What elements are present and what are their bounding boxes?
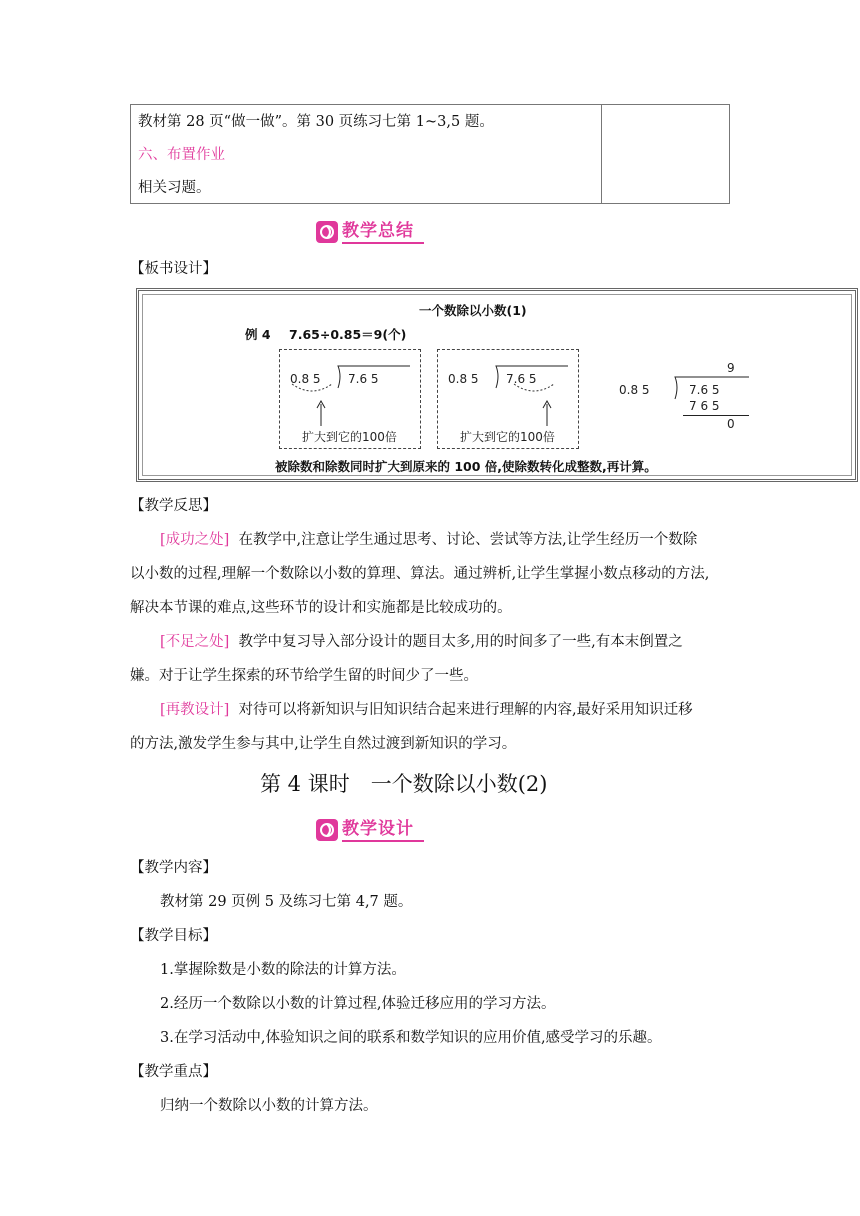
board-footer: 被除数和除数同时扩大到原来的 100 倍,使除数转化成整数,再计算。 <box>275 459 657 474</box>
table-line-homework-heading: 六、布置作业 <box>138 147 225 163</box>
decimal-shift-arc <box>288 382 338 398</box>
success-tag: [成功之处] <box>160 532 230 548</box>
shift-box-2 <box>437 349 579 449</box>
goal-item-2: 2.经历一个数除以小数的计算过程,体验迁移应用的学习方法。 <box>160 996 556 1012</box>
section-banner-summary <box>316 219 424 245</box>
long-division <box>617 361 767 441</box>
redesign-paragraph-line-2: 的方法,激发学生参与其中,让学生自然过渡到新知识的学习。 <box>130 736 517 752</box>
banner-title: 教学设计 <box>342 818 424 842</box>
arrow-up-icon <box>542 400 552 426</box>
box2-divisor: 0.8 5 <box>448 372 479 386</box>
decimal-shift-arc <box>510 382 560 398</box>
ld-quotient: 9 <box>727 361 735 375</box>
swirl-logo-icon <box>316 819 338 841</box>
section-banner-design <box>316 817 424 843</box>
content-text: 教材第 29 页例 5 及练习七第 4,7 题。 <box>160 894 413 910</box>
box1-caption: 扩大到它的100倍 <box>302 430 397 444</box>
example-equation: 7.65÷0.85＝9(个) <box>289 327 407 342</box>
ld-dividend: 7.6 5 <box>689 383 720 397</box>
content-heading: 【教学内容】 <box>130 860 217 876</box>
table-line-exercises: 教材第 28 页“做一做”。第 30 页练习七第 1~3,5 题。 <box>138 114 494 130</box>
example-label: 例 4 <box>245 327 271 342</box>
board-title: 一个数除以小数(1) <box>419 303 527 318</box>
ld-divisor: 0.8 5 <box>619 383 650 397</box>
lack-paragraph-line-2: 嫌。对于让学生探索的环节给学生留的时间少了一些。 <box>130 668 478 684</box>
table-line-related-exercises: 相关习题。 <box>138 180 211 196</box>
lesson-title: 第 4 课时 一个数除以小数(2) <box>260 772 548 796</box>
arrow-up-icon <box>316 400 326 426</box>
board-design-heading: 【板书设计】 <box>130 261 217 277</box>
success-paragraph-line-2: 以小数的过程,理解一个数除以小数的算理、算法。通过辨析,让学生掌握小数点移动的方法, <box>130 566 710 582</box>
box1-dividend: 7.6 5 <box>348 372 379 386</box>
box2-dividend: 7.6 5 <box>506 372 537 386</box>
swirl-logo-icon <box>316 221 338 243</box>
shift-box-1 <box>279 349 421 449</box>
redesign-paragraph-line-1: [再教设计] 对待可以将新知识与旧知识结合起来进行理解的内容,最好采用知识迁移 <box>160 702 693 718</box>
box2-caption: 扩大到它的100倍 <box>460 430 555 444</box>
banner-title: 教学总结 <box>342 220 424 244</box>
goal-item-3: 3.在学习活动中,体验知识之间的联系和数学知识的应用价值,感受学习的乐趣。 <box>160 1030 662 1046</box>
board-design-panel <box>136 288 858 482</box>
key-points-heading: 【教学重点】 <box>130 1064 217 1080</box>
success-paragraph-line-3: 解决本节课的难点,这些环节的设计和实施都是比较成功的。 <box>130 600 512 616</box>
redesign-tag: [再教设计] <box>160 702 230 718</box>
goal-item-1: 1.掌握除数是小数的除法的计算方法。 <box>160 962 406 978</box>
lack-tag: [不足之处] <box>160 634 230 650</box>
reflection-heading: 【教学反思】 <box>130 498 217 514</box>
goals-heading: 【教学目标】 <box>130 928 217 944</box>
lack-paragraph-line-1: [不足之处] 教学中复习导入部分设计的题目太多,用的时间多了一些,有本末倒置之 <box>160 634 683 650</box>
ld-remainder: 0 <box>727 417 735 431</box>
key-points-text: 归纳一个数除以小数的计算方法。 <box>160 1098 378 1114</box>
table-column-divider <box>601 104 602 204</box>
box1-divisor: 0.8 5 <box>290 372 321 386</box>
success-paragraph-line-1: [成功之处] 在教学中,注意让学生通过思考、讨论、尝试等方法,让学生经历一个数除 <box>160 532 698 548</box>
ld-product: 7 6 5 <box>689 399 720 413</box>
